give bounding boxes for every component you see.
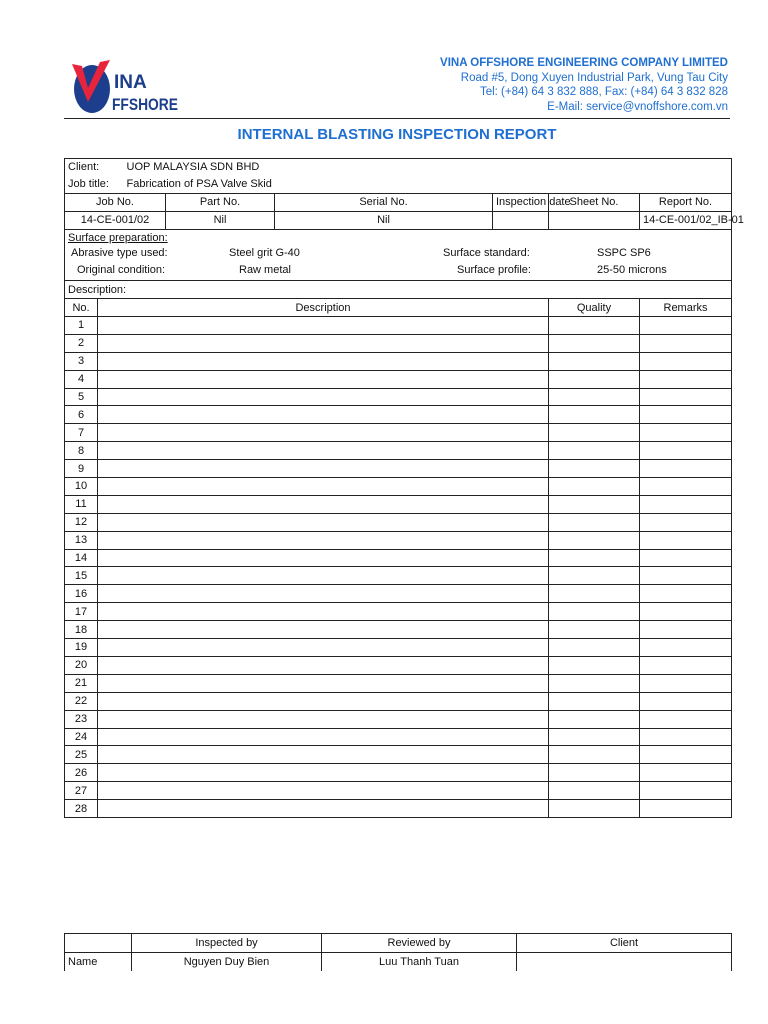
row-description: [98, 334, 549, 352]
info-value-row: [65, 211, 732, 229]
company-name: VINA OFFSHORE ENGINEERING COMPANY LIMITED: [440, 57, 728, 69]
row-remarks: [640, 639, 732, 657]
row-quality: [549, 603, 640, 621]
report-table: [64, 158, 744, 818]
client-row: [65, 159, 732, 176]
column-header-row: [65, 299, 732, 317]
table-row: [65, 674, 732, 692]
row-description: [98, 549, 549, 567]
signature-header-row: [65, 934, 732, 953]
name-label: Name: [65, 953, 132, 972]
row-remarks: [640, 764, 732, 782]
row-quality: [549, 656, 640, 674]
row-quality: [549, 728, 640, 746]
logo-text-bottom: FFSHORE: [112, 95, 178, 114]
row-remarks: [640, 352, 732, 370]
row-description: [98, 406, 549, 424]
row-number: 22: [65, 692, 98, 710]
row-remarks: [640, 406, 732, 424]
row-quality: [549, 406, 640, 424]
row-remarks: [640, 424, 732, 442]
row-description: [98, 621, 549, 639]
row-number: 4: [65, 370, 98, 388]
row-number: 28: [65, 800, 98, 818]
row-quality: [549, 352, 640, 370]
row-quality: [549, 513, 640, 531]
abrasive-value: Steel grit G-40: [229, 247, 300, 260]
info-header: Sheet No.: [549, 193, 640, 211]
table-row: [65, 639, 732, 657]
table-row: [65, 692, 732, 710]
row-remarks: [640, 746, 732, 764]
row-description: [98, 782, 549, 800]
row-description: [98, 585, 549, 603]
row-number: 27: [65, 782, 98, 800]
row-number: 25: [65, 746, 98, 764]
row-description: [98, 692, 549, 710]
row-quality: [549, 531, 640, 549]
table-row: [65, 334, 732, 352]
table-row: [65, 406, 732, 424]
original-row: [65, 263, 732, 280]
inspector-name: Nguyen Duy Bien: [132, 953, 322, 972]
client-name-cell: [517, 953, 732, 972]
job-title-value: Fabrication of PSA Valve Skid: [126, 178, 272, 191]
info-value: [549, 211, 640, 229]
col-remarks: Remarks: [640, 299, 732, 317]
row-description: [98, 603, 549, 621]
row-description: [98, 710, 549, 728]
row-remarks: [640, 800, 732, 818]
row-remarks: [640, 460, 732, 478]
col-quality: Quality: [549, 299, 640, 317]
row-number: 13: [65, 531, 98, 549]
table-row: [65, 728, 732, 746]
row-number: 17: [65, 603, 98, 621]
row-number: 2: [65, 334, 98, 352]
table-row: [65, 495, 732, 513]
row-quality: [549, 621, 640, 639]
surface-heading-row: [65, 229, 732, 246]
row-number: 24: [65, 728, 98, 746]
table-row: [65, 531, 732, 549]
table-row: [65, 782, 732, 800]
row-description: [98, 513, 549, 531]
company-address: Road #5, Dong Xuyen Industrial Park, Vung Tau City: [460, 71, 728, 84]
row-quality: [549, 674, 640, 692]
standard-value: SSPC SP6: [597, 247, 651, 260]
row-quality: [549, 764, 640, 782]
row-description: [98, 656, 549, 674]
row-description: [98, 442, 549, 460]
row-quality: [549, 317, 640, 335]
info-header: Job No.: [65, 193, 166, 211]
company-phone: Tel: (+84) 64 3 832 888, Fax: (+84) 64 3 832 828: [479, 86, 728, 99]
logo-text-top: INA: [114, 72, 147, 93]
row-remarks: [640, 495, 732, 513]
company-info: [440, 56, 728, 114]
row-remarks: [640, 674, 732, 692]
row-quality: [549, 692, 640, 710]
row-quality: [549, 782, 640, 800]
row-quality: [549, 549, 640, 567]
row-quality: [549, 460, 640, 478]
row-description: [98, 317, 549, 335]
table-row: [65, 621, 732, 639]
info-value: Nil: [275, 211, 493, 229]
description-label: Description:: [65, 281, 732, 299]
row-description: [98, 764, 549, 782]
row-number: 12: [65, 513, 98, 531]
info-header: Serial No.: [275, 193, 493, 211]
table-row: [65, 585, 732, 603]
row-description: [98, 674, 549, 692]
job-title-label: Job title:: [68, 178, 109, 191]
row-description: [98, 728, 549, 746]
abrasive-label: Abrasive type used:: [71, 247, 168, 260]
row-number: 21: [65, 674, 98, 692]
row-number: 18: [65, 621, 98, 639]
row-remarks: [640, 585, 732, 603]
row-number: 8: [65, 442, 98, 460]
info-value: [493, 211, 549, 229]
profile-value: 25-50 microns: [597, 264, 667, 277]
company-email: E-Mail: service@vnoffshore.com.vn: [547, 100, 728, 113]
row-number: 23: [65, 710, 98, 728]
row-description: [98, 746, 549, 764]
row-description: [98, 352, 549, 370]
row-description: [98, 531, 549, 549]
reviewer-name: Luu Thanh Tuan: [322, 953, 517, 972]
row-number: 7: [65, 424, 98, 442]
table-row: [65, 567, 732, 585]
table-row: [65, 442, 732, 460]
description-label-row: [65, 281, 732, 299]
abrasive-row: [65, 246, 732, 263]
row-number: 19: [65, 639, 98, 657]
row-remarks: [640, 621, 732, 639]
info-value: 14-CE-001/02: [65, 211, 166, 229]
header-divider: [64, 118, 730, 119]
table-row: [65, 603, 732, 621]
row-remarks: [640, 710, 732, 728]
client-label: Client:: [68, 161, 100, 174]
table-row: [65, 317, 732, 335]
row-remarks: [640, 531, 732, 549]
client-value: UOP MALAYSIA SDN BHD: [126, 161, 260, 174]
row-description: [98, 460, 549, 478]
row-remarks: [640, 442, 732, 460]
row-quality: [549, 746, 640, 764]
profile-label: Surface profile:: [457, 264, 531, 277]
row-quality: [549, 567, 640, 585]
client-signature-label: Client: [517, 934, 732, 953]
row-description: [98, 388, 549, 406]
signature-table: [64, 933, 732, 971]
table-row: [65, 710, 732, 728]
row-number: 1: [65, 317, 98, 335]
row-quality: [549, 478, 640, 496]
row-number: 15: [65, 567, 98, 585]
table-row: [65, 352, 732, 370]
row-remarks: [640, 549, 732, 567]
row-remarks: [640, 728, 732, 746]
row-quality: [549, 495, 640, 513]
inspected-by-label: Inspected by: [132, 934, 322, 953]
row-number: 20: [65, 656, 98, 674]
table-row: [65, 478, 732, 496]
table-row: [65, 388, 732, 406]
report-title: INTERNAL BLASTING INSPECTION REPORT: [237, 126, 557, 143]
row-quality: [549, 388, 640, 406]
table-row: [65, 460, 732, 478]
col-description: Description: [98, 299, 549, 317]
info-header: Report No.: [640, 193, 732, 211]
row-quality: [549, 710, 640, 728]
table-row: [65, 656, 732, 674]
table-row: [65, 549, 732, 567]
row-remarks: [640, 692, 732, 710]
row-number: 3: [65, 352, 98, 370]
table-row: [65, 800, 732, 818]
row-description: [98, 639, 549, 657]
row-description: [98, 800, 549, 818]
row-description: [98, 424, 549, 442]
row-description: [98, 478, 549, 496]
job-title-row: [65, 176, 732, 193]
info-value: 14-CE-001/02_IB-01: [640, 211, 732, 229]
row-quality: [549, 442, 640, 460]
surface-preparation-heading: Surface preparation:: [68, 232, 168, 244]
row-remarks: [640, 388, 732, 406]
table-row: [65, 513, 732, 531]
row-remarks: [640, 782, 732, 800]
row-number: 9: [65, 460, 98, 478]
table-row: [65, 424, 732, 442]
row-quality: [549, 585, 640, 603]
row-quality: [549, 639, 640, 657]
info-header: Part No.: [166, 193, 275, 211]
row-description: [98, 567, 549, 585]
info-header: Inspection date: [493, 193, 549, 211]
row-remarks: [640, 334, 732, 352]
row-remarks: [640, 370, 732, 388]
row-remarks: [640, 603, 732, 621]
row-number: 26: [65, 764, 98, 782]
table-row: [65, 764, 732, 782]
row-remarks: [640, 317, 732, 335]
row-description: [98, 370, 549, 388]
row-number: 16: [65, 585, 98, 603]
row-number: 14: [65, 549, 98, 567]
row-quality: [549, 424, 640, 442]
row-remarks: [640, 478, 732, 496]
info-header-row: [65, 193, 732, 211]
row-number: 6: [65, 406, 98, 424]
row-quality: [549, 334, 640, 352]
signature-name-row: [65, 953, 732, 972]
row-number: 5: [65, 388, 98, 406]
row-number: 11: [65, 495, 98, 513]
row-quality: [549, 800, 640, 818]
row-remarks: [640, 567, 732, 585]
reviewed-by-label: Reviewed by: [322, 934, 517, 953]
original-value: Raw metal: [239, 264, 291, 277]
row-number: 10: [65, 478, 98, 496]
table-row: [65, 370, 732, 388]
info-value: Nil: [166, 211, 275, 229]
original-label: Original condition:: [77, 264, 166, 277]
standard-label: Surface standard:: [443, 247, 530, 260]
row-description: [98, 495, 549, 513]
col-no: No.: [65, 299, 98, 317]
row-quality: [549, 370, 640, 388]
row-remarks: [640, 513, 732, 531]
row-remarks: [640, 656, 732, 674]
table-row: [65, 746, 732, 764]
company-logo: [70, 58, 182, 118]
